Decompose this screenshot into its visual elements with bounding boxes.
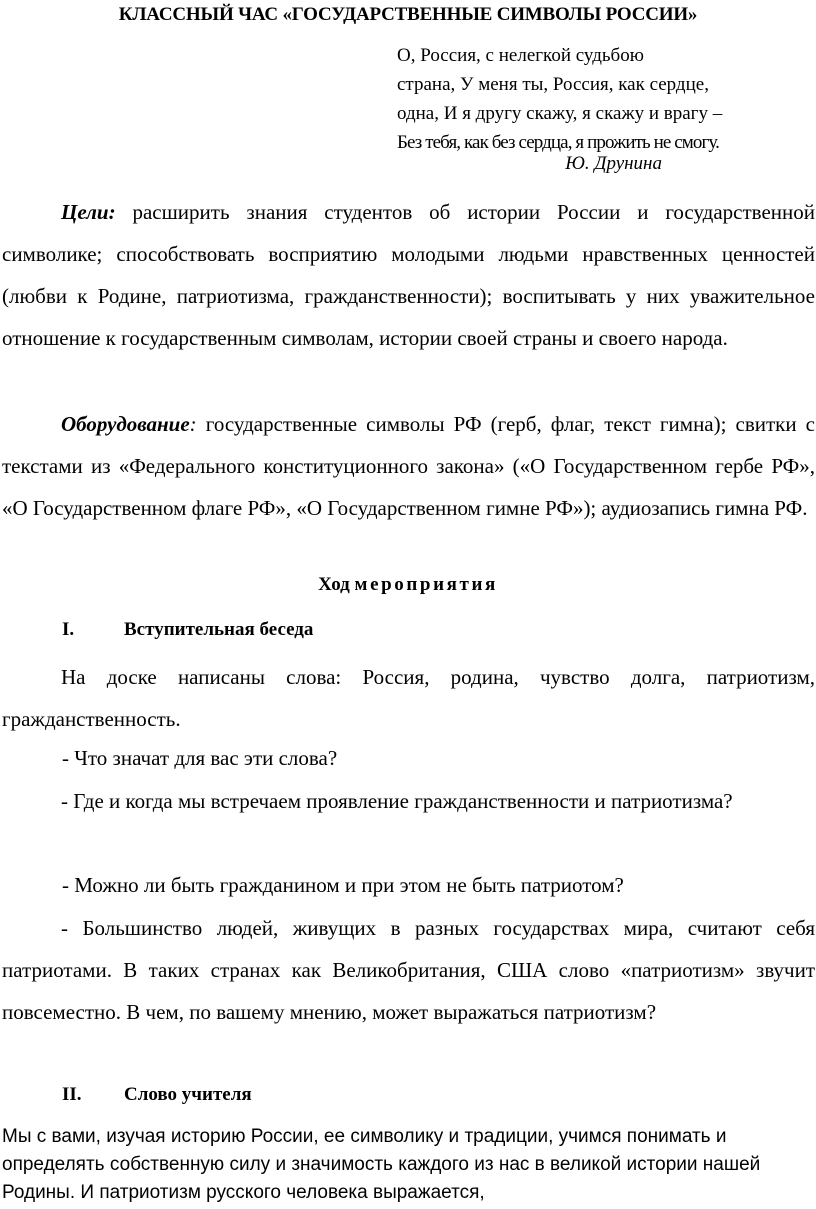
epigraph-line: О, Россия, с нелегкой судьбою	[397, 45, 644, 66]
goals-text: расширить знания студентов об истории России и государственной символике; способствовать восприятию молодыми людьми нравственных ценностей (любви к Родине, патриотизма, гражданственности); воспитывать у них уважительное отношение к государственным символам, истории своей страны и своего народа.	[2, 200, 815, 350]
question-line: - Можно ли быть гражданином и при этом не быть патриотом?	[62, 873, 624, 897]
goals-label: Цели:	[61, 200, 116, 224]
equipment-paragraph	[2, 403, 815, 529]
teacher-paragraph: Мы с вами, изучая историю России, ее символику и традиции, учимся понимать и определять собственную силу и значимость каждого из нас в великой истории нашей Родины. И патриотизм русского человека выражается,	[2, 1126, 761, 1203]
section-title: Слово учителя	[124, 1084, 252, 1105]
progress-heading-word: Ход	[318, 574, 350, 595]
document-title: КЛАССНЫЙ ЧАС «ГОСУДАРСТВЕННЫЕ СИМВОЛЫ РОССИИ»	[118, 4, 698, 25]
section-number: I.	[62, 619, 75, 640]
progress-heading	[0, 574, 816, 596]
progress-heading-spaced: мероприятия	[354, 574, 498, 595]
section-heading	[62, 1084, 252, 1106]
epigraph-line: страна, У меня ты, Россия, как сердце,	[397, 74, 709, 95]
section-number: II.	[62, 1084, 82, 1105]
epigraph-line: Без тебя, как без сердца, я прожить не смогу.	[397, 132, 719, 153]
equipment-text: государственные символы РФ (герб, флаг, текст гимна); свитки с текстами из «Федерального конституционного закона» («О Государственном гербе РФ», «О Государственном флаге РФ», «О Государственном гимне РФ»); аудиозапись гимна РФ.	[2, 412, 815, 520]
section-title: Вступительная беседа	[124, 619, 314, 640]
question-line: - Что значат для вас эти слова?	[62, 746, 338, 770]
equipment-colon: :	[189, 412, 197, 436]
intro-paragraph: На доске написаны слова: Россия, родина, чувство долга, патриотизм, гражданственность.	[2, 665, 815, 731]
question-paragraph: - Где и когда мы встречаем проявление гражданственности и патриотизма?	[61, 789, 733, 813]
question-paragraph: - Большинство людей, живущих в разных государствах мира, считают себя патриотами. В таких странах как Великобритания, США слово «патриотизм» звучит повсеместно. В чем, по вашему мнению, может выражаться патриотизм?	[2, 916, 815, 1024]
epigraph	[397, 41, 815, 157]
equipment-label: Оборудование	[61, 412, 190, 436]
epigraph-line: одна, И я другу скажу, я скажу и врагу –	[397, 103, 723, 124]
section-heading	[62, 619, 313, 641]
goals-paragraph	[2, 191, 815, 359]
epigraph-author: Ю. Друнина	[565, 153, 662, 174]
